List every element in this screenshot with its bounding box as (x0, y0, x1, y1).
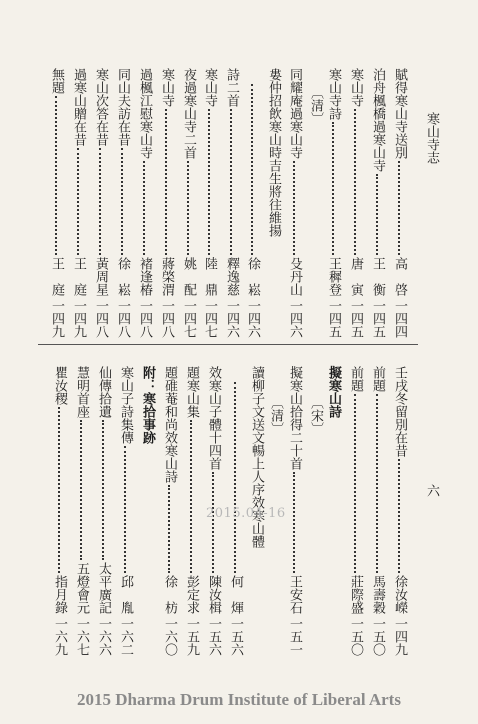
toc-entry (181, 68, 195, 338)
entry-title: 瞿汝稷 (52, 366, 67, 405)
dot-leader (212, 472, 214, 573)
entry-page: 一四八 (115, 299, 130, 338)
toc-entry (348, 366, 362, 656)
entry-title: 前題 (370, 366, 385, 392)
toc-entry (52, 366, 66, 656)
toc-entry-continued (245, 82, 259, 338)
dot-leader (354, 394, 356, 573)
dynasty-heading: 〔清〕 (308, 86, 323, 125)
toc-entry (392, 366, 406, 656)
dot-leader (208, 109, 210, 255)
entry-page: 一六〇 (162, 617, 177, 656)
section-divider (38, 344, 418, 345)
entry-page: 一六二 (118, 617, 133, 656)
dot-leader (124, 446, 126, 573)
dot-leader (187, 161, 189, 255)
entry-author: 高 啓 (392, 257, 407, 296)
entry-author: 褚逢椿 (137, 257, 152, 296)
entry-author: 徐 崧 (245, 257, 260, 296)
entry-title: 題碓菴和尚效寒山詩 (162, 366, 177, 483)
dot-leader (398, 459, 400, 573)
toc-entry (348, 68, 362, 338)
dot-leader (398, 161, 400, 255)
entry-author: 陳汝楫 (206, 575, 221, 614)
dot-leader (293, 472, 295, 573)
dot-leader (121, 148, 123, 255)
entry-page: 一五九 (184, 617, 199, 656)
entry-title: 過楓江慰寒山寺 (137, 68, 152, 159)
entry-page: 一四四 (392, 299, 407, 338)
entry-author: 莊際盛 (348, 575, 363, 614)
toc-entry (159, 68, 173, 338)
dot-leader (376, 174, 378, 255)
entry-title: 同耀庵過寒山寺 (287, 68, 302, 159)
entry-author: 徐 崧 (115, 257, 130, 296)
entry-title-long: 讀柳子文送文暢上人序效寒山體 (249, 366, 264, 548)
entry-title: 無題 (49, 68, 64, 94)
toc-entry (118, 366, 132, 656)
entry-page: 一四五 (326, 299, 341, 338)
toc-entry (93, 68, 107, 338)
entry-page: 一四五 (348, 299, 363, 338)
entry-page: 一四五 (370, 299, 385, 338)
entry-title: 寒山寺 (202, 68, 217, 107)
entry-author: 五燈會元 (74, 562, 89, 614)
entry-author: 太平廣記 (96, 562, 111, 614)
toc-entry (96, 366, 110, 656)
entry-author: 馬壽穀 (370, 575, 385, 614)
entry-title: 寒山寺詩 (326, 68, 341, 120)
entry-author: 徐 枋 (162, 575, 177, 614)
dynasty-heading: 〔宋〕 (308, 396, 323, 435)
toc-entry (137, 68, 151, 338)
toc-entry (184, 366, 198, 656)
dot-leader (77, 148, 79, 255)
entry-page: 一五〇 (370, 617, 385, 656)
entry-page: 一四七 (202, 299, 217, 338)
entry-title: 前題 (348, 366, 363, 392)
toc-entry (326, 68, 340, 338)
entry-title: 同山夫訪在昔 (115, 68, 130, 146)
dot-leader (190, 420, 192, 573)
toc-entry (74, 366, 88, 656)
entry-author: 蔣棨渭 (159, 257, 174, 296)
entry-title-long: 婁仲招飲寒山時吉生將往維揚 (266, 68, 281, 237)
entry-page: 一六七 (74, 617, 89, 656)
dot-leader (234, 382, 236, 573)
entry-author: 王 庭 (71, 257, 86, 296)
entry-title: 寒山寺 (159, 68, 174, 107)
toc-entry (49, 68, 63, 338)
dot-leader (99, 148, 101, 255)
entry-author: 唐 寅 (348, 257, 363, 296)
entry-page: 一五六 (206, 617, 221, 656)
entry-title: 寒山次答在昔 (93, 68, 108, 146)
entry-author: 彭定求 (184, 575, 199, 614)
dot-leader (58, 407, 60, 573)
entry-title: 壬戌冬留別在昔 (392, 366, 407, 457)
entry-title: 泊舟楓橋過寒山寺 (370, 68, 385, 172)
entry-title: 仙傳拾遺 (96, 366, 111, 418)
dot-leader (102, 420, 104, 560)
toc-entry (162, 366, 176, 656)
toc-entry (287, 366, 301, 656)
page-number: 六 (424, 484, 439, 497)
entry-title: 題寒山集 (184, 366, 199, 418)
running-header-title: 寒山寺志 (424, 112, 439, 164)
dot-leader (143, 161, 145, 255)
dot-leader (376, 394, 378, 573)
section-heading: 擬寒山詩 (326, 366, 341, 418)
entry-page: 一六六 (96, 617, 111, 656)
entry-page: 一四九 (71, 299, 86, 338)
entry-title: 擬寒山拾得二十首 (287, 366, 302, 470)
dynasty-heading: 〔清〕 (268, 396, 283, 435)
entry-author: 釋逸慈 (224, 257, 239, 296)
entry-author: 黃周星 (93, 257, 108, 296)
entry-page: 一四九 (392, 617, 407, 656)
entry-page: 一四八 (93, 299, 108, 338)
entry-page: 一五六 (228, 617, 243, 656)
entry-author: 何 煇 (228, 575, 243, 614)
entry-author: 指月錄 (52, 575, 67, 614)
dot-leader (80, 420, 82, 560)
entry-author: 殳丹山 (287, 257, 302, 296)
entry-page: 一四六 (245, 299, 260, 338)
entry-page: 一五一 (287, 617, 302, 656)
entry-title: 賦得寒山寺送別 (392, 68, 407, 159)
entry-title: 慧明首座 (74, 366, 89, 418)
entry-title: 詩二首 (224, 68, 239, 107)
entry-author: 王安石 (287, 575, 302, 614)
dot-leader (332, 122, 334, 255)
entry-page: 一六九 (52, 617, 67, 656)
entry-title: 寒山子詩集傳 (118, 366, 133, 444)
entry-page: 一四八 (137, 299, 152, 338)
entry-page: 一四九 (49, 299, 64, 338)
entry-author: 王穉登 (326, 257, 341, 296)
toc-entry (392, 68, 406, 338)
entry-author: 姚 配 (181, 257, 196, 296)
entry-author: 邱 胤 (118, 575, 133, 614)
dot-leader (168, 485, 170, 573)
entry-page: 一四六 (287, 299, 302, 338)
dot-leader (55, 96, 57, 255)
entry-page: 一五〇 (348, 617, 363, 656)
toc-entry (287, 68, 301, 338)
toc-entry (224, 68, 238, 338)
toc-entry (370, 68, 384, 338)
entry-title: 寒山寺 (348, 68, 363, 107)
entry-author: 徐汝嶸 (392, 575, 407, 614)
toc-entry (370, 366, 384, 656)
entry-title: 效寒山子體十四首 (206, 366, 221, 470)
dot-leader (251, 84, 253, 255)
dot-leader (293, 161, 295, 255)
section-heading: 附：寒拾事跡 (140, 366, 155, 444)
dot-leader (230, 109, 232, 255)
entry-title: 夜過寒山寺二首 (181, 68, 196, 159)
entry-author: 王 庭 (49, 257, 64, 296)
entry-title: 過寒山贈在昔 (71, 68, 86, 146)
entry-page: 一四八 (159, 299, 174, 338)
entry-author: 陸 鼎 (202, 257, 217, 296)
toc-entry (71, 68, 85, 338)
dot-leader (165, 109, 167, 255)
institute-watermark: 2015 Dharma Drum Institute of Liberal Arts (77, 690, 401, 709)
entry-page: 一四七 (181, 299, 196, 338)
date-watermark: 2015.04-16 (206, 506, 286, 521)
toc-entry (115, 68, 129, 338)
entry-author: 王 衡 (370, 257, 385, 296)
entry-page: 一四六 (224, 299, 239, 338)
toc-entry (202, 68, 216, 338)
dot-leader (354, 109, 356, 255)
